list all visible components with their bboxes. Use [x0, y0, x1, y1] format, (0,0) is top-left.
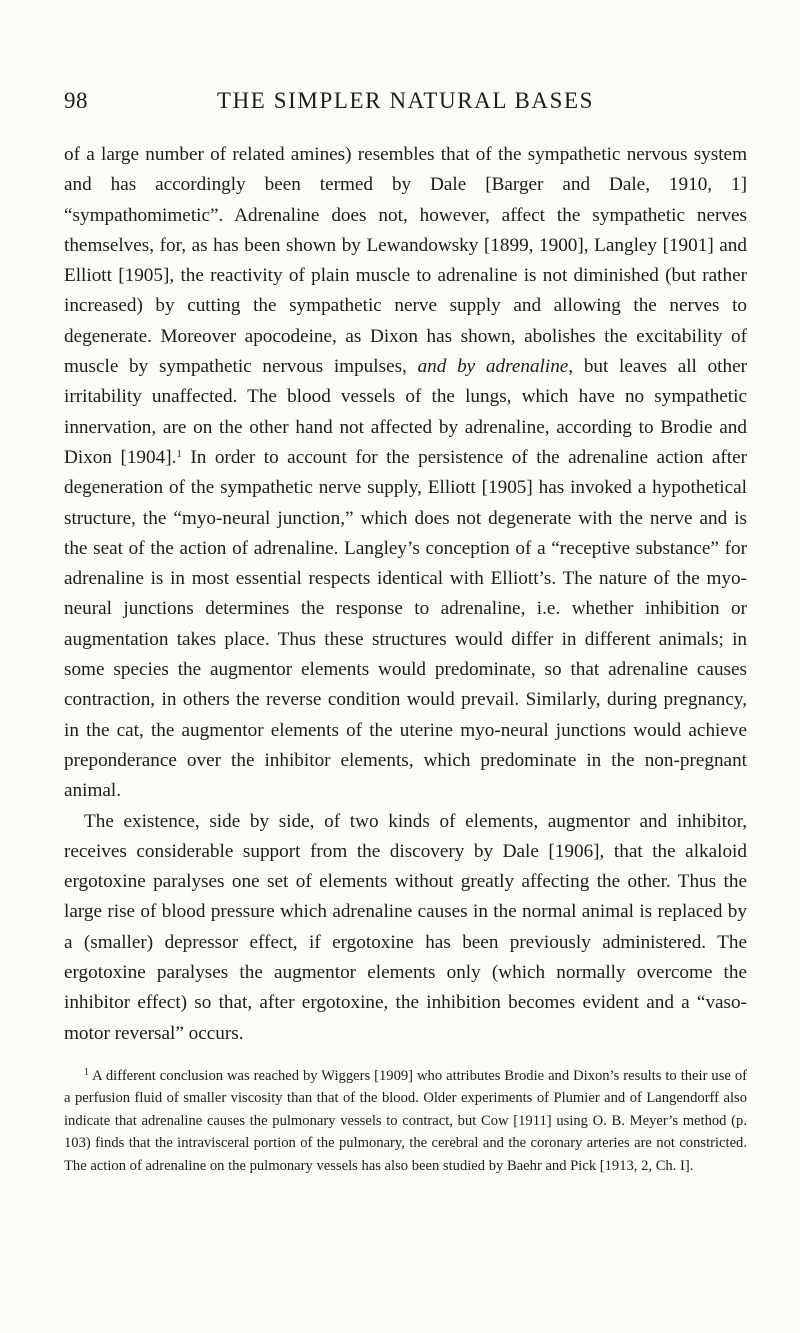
footnote-marker: 1 — [84, 1066, 89, 1078]
footnote-1 — [64, 1065, 747, 1177]
footnote-text: A different conclusion was reached by Wiggers [1909] who attributes Brodie and Dixon’s results to their use of a perfusion fluid of smaller viscosity than that of the blood. Older experiments of Plumier and of Langendorff also indicate that adrenaline causes the pulmonary vessels to contract, but Cow [1911] using O. B. Meyer’s method (p. 103) finds that the intravisceral portion of the pulmonary, the cerebral and the coronary arteries are not constricted. The action of adrenaline on the pulmonary vessels has also been studied by Baehr and Pick [1913, 2, Ch. I]. — [64, 1067, 747, 1174]
paragraph-1 — [64, 140, 747, 807]
footnote-reference: 1 — [176, 447, 182, 460]
paragraph-1-text-b: , but leaves all other irritability unaffected. The blood vessels of the lungs, which have no sympathetic innervation, are on the other hand not affected by adrenaline, according to Brodie and Dixon [1904]. — [64, 356, 748, 468]
running-head: THE SIMPLER NATURAL BASES — [216, 88, 595, 113]
book-page — [64, 88, 747, 1177]
page-header — [64, 88, 747, 122]
main-text — [64, 140, 747, 1049]
paragraph-1-text-c: In order to account for the persistence of the adrenaline action after degeneration of the sympathetic nerve supply, Elliott [1905] has invoked a hypothetical structure, the “myo-neural junction,” which does not degenerate with the nerve and is the seat of the action of adrenaline. Langley’s conception of a “receptive substance” for adrenaline is in most essential respects identical with Elliott’s. The nature of the myo-neural junctions determines the response to adrenaline, i.e. whether inhibition or augmentation takes place. Thus these structures would differ in different animals; in some species the augmentor elements would predominate, so that adrenaline causes contraction, in others the reverse condition would prevail. Similarly, during pregnancy, in the cat, the augmentor elements of the uterine myo-neural junctions would achieve preponderance over the inhibitor elements, which predominate in the non-pregnant animal. — [64, 446, 748, 802]
paragraph-2: The existence, side by side, of two kinds of elements, augmentor and inhibitor, receives considerable support from the discovery by Dale [1906], that the alkaloid ergotoxine paralyses one set of elements without greatly affecting the other. Thus the large rise of blood pressure which adrenaline causes in the normal animal is replaced by a (smaller) depressor effect, if ergotoxine has been previously administered. The ergotoxine paralyses the augmentor elements only (which normally overcome the inhibitor effect) so that, after ergotoxine, the inhibition becomes evident and a “vaso-motor reversal” occurs. — [64, 810, 747, 1044]
page-number: 98 — [64, 88, 88, 113]
paragraph-1-italic: and by adrenaline — [417, 356, 569, 378]
footnotes — [64, 1065, 747, 1177]
paragraph-1-text-a: of a large number of related amines) resembles that of the sympathetic nervous system and has accordingly been termed by Dale [Barger and Dale, 1910, 1] “sympathomimetic”. Adrenaline does not, however, affect the sympathetic nerves themselves, for, as has been shown by Lewandowsky [1899, 1900], Langley [1901] and Elliott [1905], the reactivity of plain muscle to adrenaline is not diminished (but rather increased) by cutting the sympathetic nerve supply and allowing the nerves to degenerate. Moreover apocodeine, as Dixon has shown, abolishes the excitability of muscle by sympathetic nervous impulses, — [64, 144, 747, 378]
